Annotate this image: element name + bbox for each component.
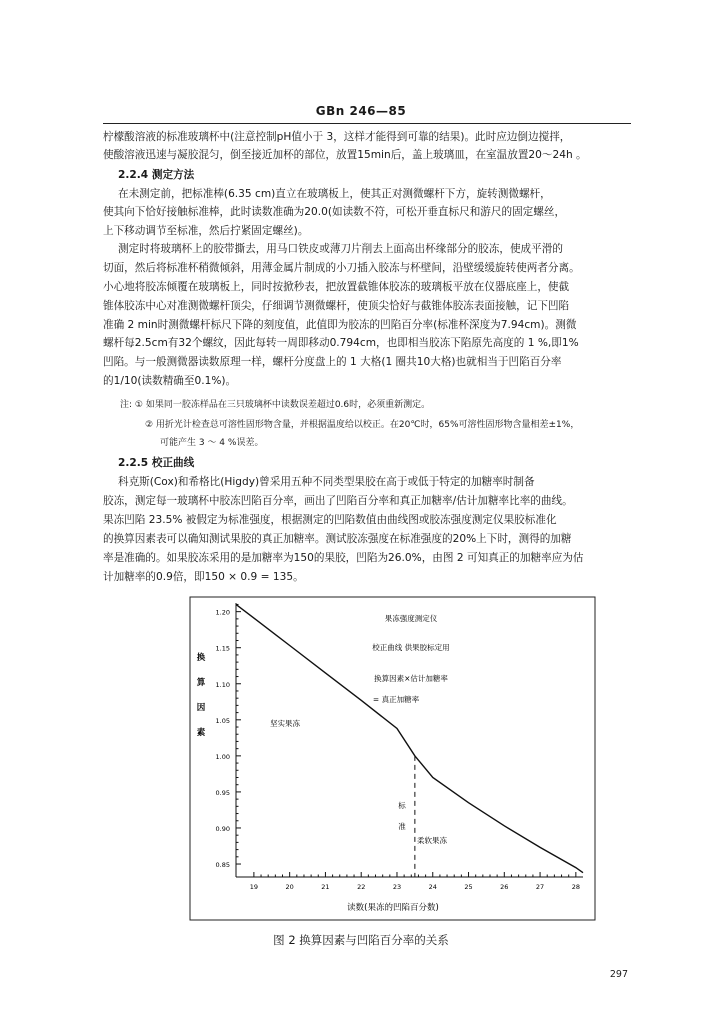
paragraph-line: 使酸溶液迅速与凝胶混匀，倒至接近加杯的部位，放置15min后，盖上玻璃皿，在室温放置20～24h 。 <box>103 149 587 161</box>
y-tick-label: 1.00 <box>215 752 230 761</box>
paragraph-line: 在未测定前，把标准棒(6.35 cm)直立在玻璃板上，使其正对测微螺杆下方，旋转测微螺杆， <box>118 188 551 200</box>
y-tick-label: 0.90 <box>215 824 230 833</box>
annotation-subtitle: 校正曲线 供果胶标定用 <box>372 643 450 652</box>
x-tick-label: 26 <box>500 883 509 891</box>
paragraph-line: 上下移动调节至标准，然后拧紧固定螺丝)。 <box>103 225 309 237</box>
page-number: 297 <box>609 969 628 980</box>
paragraph-line: 柠檬酸溶液的标准玻璃杯中(注意控制pH值小于 3，这样才能得到可靠的结果)。此时应边倒边搅拌， <box>103 131 571 143</box>
x-axis-label: 读数(果冻的凹陷百分数) <box>347 903 439 913</box>
page-header: GBn 246—85 <box>315 104 407 118</box>
paragraph-line: 凹陷。与一般测微器读数原理一样，螺杆分度盘上的 1 大格(1 圈共10大格)也就相当于凹陷百分率 <box>103 356 562 368</box>
x-tick-label: 22 <box>357 883 366 891</box>
paragraph-line: 胶冻，测定每一玻璃杯中胶冻凹陷百分率，画出了凹陷百分率和真正加糖率/估计加糖率比率的曲线。 <box>103 495 573 507</box>
y-tick-label: 0.85 <box>215 861 230 870</box>
y-tick-label: 1.10 <box>215 680 230 689</box>
x-tick-label: 28 <box>571 883 580 891</box>
x-tick-label: 20 <box>285 883 294 891</box>
y-axis-label-char: 因 <box>196 703 206 713</box>
y-axis-label-char: 算 <box>196 678 206 688</box>
x-tick-label: 24 <box>428 883 437 891</box>
paragraph-line: 使其向下恰好接触标准棒，此时读数准确为20.0(如读数不符，可松开垂直标尺和游尺的固定螺丝， <box>103 206 566 218</box>
figure-caption: 图 2 换算因素与凹陷百分率的关系 <box>273 933 449 947</box>
paragraph-line: 锥体胶冻中心对准测微螺杆顶尖，仔细调节测微螺杆，使顶尖恰好与截锥体胶冻表面接触，记下凹陷 <box>103 300 570 312</box>
paragraph-line: 率是准确的。如果胶冻采用的是加糖率为150的果胶，凹陷为26.0%，由图 2 可知真正的加糖率应为估 <box>103 552 584 564</box>
annotation-standard: 标 <box>398 801 406 810</box>
y-axis-label <box>197 652 206 738</box>
section-heading: 2.2.5 校正曲线 <box>118 457 195 469</box>
paragraph-line: 测定时将玻璃杯上的胶带撕去，用马口铁皮或薄刀片削去上面高出杯缘部分的胶冻，使成平滑的 <box>118 243 563 255</box>
paragraph-line: 准确 2 min时测微螺杆标尺下降的刻度值，此值即为胶冻的凹陷百分率(标准杯深度为7.94cm)。测微 <box>103 319 577 331</box>
annotation-standard: 准 <box>398 822 406 831</box>
y-axis-label-char: 素 <box>196 728 206 738</box>
y-tick-label: 1.20 <box>215 608 230 617</box>
annotation-firm-jelly: 坚实果冻 <box>270 719 300 728</box>
paragraph-line: 切面，然后将标准杯稍微倾斜，用薄金属片制成的小刀插入胶冻与杯壁间，沿壁缓缓旋转使两者分离。 <box>103 262 580 274</box>
x-tick-label: 23 <box>392 883 402 891</box>
y-axis-label-char: 换 <box>196 653 206 663</box>
y-tick-label: 1.15 <box>215 644 230 653</box>
y-tick-label: 0.95 <box>215 788 230 797</box>
footnote-2: ② 用折光计检查总可溶性固形物含量，并根据温度给以校正。在20℃时，65%可溶性固形物含量相差±1%， <box>145 420 580 430</box>
annotation-soft-jelly: 柔软果冻 <box>417 836 447 845</box>
paragraph-line: 科克斯(Cox)和希格比(Higdy)曾采用五种不同类型果胶在高于或低于特定的加糖率时制备 <box>118 476 535 488</box>
footnote-2-cont: 可能产生 3 ～ 4 %误差。 <box>160 438 264 448</box>
annotation-formula-cont: = 真正加糖率 <box>372 695 420 704</box>
annotation-formula: 换算因素×估计加糖率 <box>374 674 448 683</box>
annotation-title: 果冻强度测定仪 <box>384 614 438 623</box>
paragraph-line: 计加糖率的0.9倍，即150 × 0.9 = 135。 <box>103 571 304 583</box>
paragraph-line: 果冻凹陷 23.5% 被假定为标准强度，根据测定的凹陷数值由曲线图或胶冻强度测定仪果胶标准化 <box>103 514 557 526</box>
paragraph-line: 小心地将胶冻倾覆在玻璃板上，同时按掀秒表，把放置截锥体胶冻的玻璃板平放在仪器底座上，使截 <box>103 281 570 293</box>
paragraph-line: 螺杆每2.5cm有32个螺纹，因此每转一周即移动0.794cm，也即相当胶冻下陷原先高度的 1 %,即1% <box>103 337 579 349</box>
section-heading: 2.2.4 测定方法 <box>118 169 195 181</box>
paragraph-line: 的换算因素表可以确知测试果胶的真正加糖率。测试胶冻强度在标准强度的20%上下时，测得的加糖 <box>103 533 572 545</box>
paragraph-line: 的1/10(读数精确至0.1%)。 <box>103 375 237 387</box>
y-tick-label: 1.05 <box>215 716 230 725</box>
x-tick-label: 25 <box>464 883 473 891</box>
x-tick-label: 21 <box>321 883 330 891</box>
x-tick-label: 19 <box>249 883 259 891</box>
footnote-1: 注: ① 如果同一胶冻样品在三只玻璃杯中读数误差超过0.6时，必须重新测定。 <box>120 400 431 410</box>
x-tick-label: 27 <box>535 883 545 891</box>
